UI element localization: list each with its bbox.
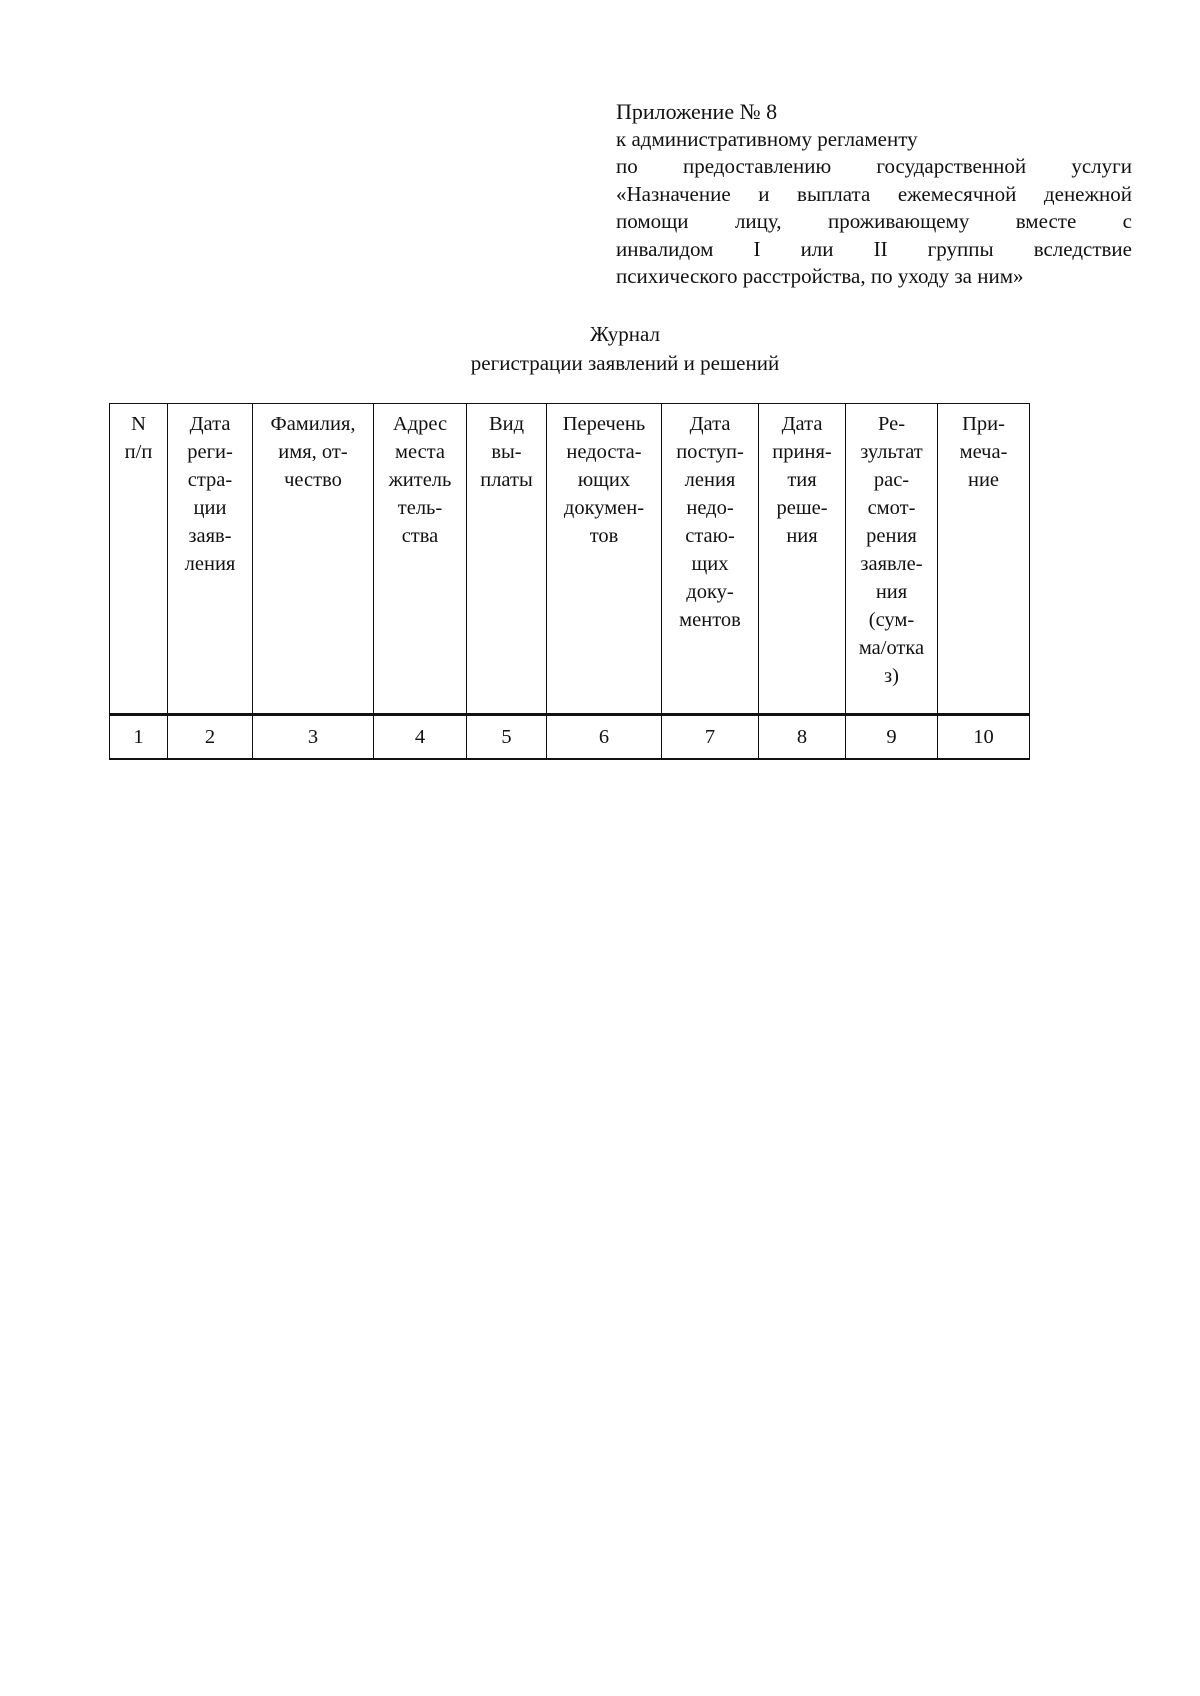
journal-title [330,320,920,378]
column-number: 3 [253,715,374,760]
header-cell-line: места [395,441,445,463]
header-cell-line: зультат [860,441,923,463]
header-cell-line: реги- [187,441,233,463]
header-cell-line: тов [589,525,619,547]
header-cell-line: N [131,413,146,435]
header-cell-line: ции [193,497,227,519]
header-cell-line: платы [480,469,533,491]
header-cell-line: ние [967,469,1000,491]
header-cell-line: Фамилия, [270,413,356,435]
header-cell-line: недоста- [566,441,642,463]
header-cell-line: житель [388,469,452,491]
appendix-service-line-1: по предоставлению государственной услуги [616,154,1132,178]
header-cell-line: Перечень [562,413,646,435]
header-cell [168,404,253,715]
header-cell-line: стра- [187,469,233,491]
header-cell-line: поступ- [676,441,744,463]
appendix-header [616,98,1132,291]
header-cell-line: чество [284,469,342,491]
header-cell-line: приня- [772,441,832,463]
header-cell-line: ния [786,525,818,547]
header-cell-line: ма/отка [858,637,925,659]
header-cell-line: Адрес [392,413,448,435]
header-cell [938,404,1030,715]
header-cell-line: Дата [189,413,231,435]
header-cell-line: ства [401,525,439,547]
header-cell-line: п/п [124,441,153,463]
appendix-service-line-5: психического расстройства, по уходу за ним» [616,264,1024,288]
header-cell-line: недо- [686,497,734,519]
header-cell-line: вы- [491,441,522,463]
column-number: 9 [846,715,938,760]
journal-title-subtitle: регистрации заявлений и решений [470,351,780,375]
header-cell-line: доку- [686,581,734,603]
header-cell [846,404,938,715]
header-cell-line: заяв- [188,525,232,547]
column-number: 1 [110,715,168,760]
header-cell-line: Дата [689,413,731,435]
header-cell-line: ления [184,553,236,575]
appendix-reference: к административному регламенту [616,126,918,151]
header-cell-line: стаю- [685,525,735,547]
header-cell-line: докумен- [563,497,645,519]
header-cell [759,404,846,715]
column-number-row [110,715,1030,760]
header-cell-line: При- [962,413,1005,435]
header-cell-line: щих [691,553,729,575]
header-cell-line: смот- [867,497,916,519]
header-cell [547,404,662,715]
column-number: 4 [374,715,467,760]
header-cell [253,404,374,715]
header-cell-line: Ре- [877,413,906,435]
header-cell-line: Вид [488,413,525,435]
appendix-service-line-3: помощи лицу, проживающему вместе с [616,209,1132,233]
header-cell-line: тель- [397,497,443,519]
column-number: 7 [662,715,759,760]
column-number: 6 [547,715,662,760]
header-cell-line: меча- [959,441,1008,463]
header-cell-line: Дата [781,413,823,435]
appendix-service-line-2: «Назначение и выплата ежемесячной денежной [616,181,1132,206]
header-cell [374,404,467,715]
header-cell-line: имя, от- [278,441,348,463]
header-cell-line: ния [875,581,908,603]
column-number: 5 [467,715,547,760]
appendix-service-line-4: инвалидом I или II группы вследствие [616,236,1132,261]
header-cell-line: заявле- [860,553,923,575]
header-cell-line: (сум- [868,609,915,631]
column-number: 10 [938,715,1030,760]
header-cell-line: ления [684,469,736,491]
header-cell-line: ментов [679,609,741,631]
column-number: 8 [759,715,846,760]
header-cell-line: тия [787,469,817,491]
registration-journal-table [109,403,1030,760]
header-cell-line: ющих [577,469,631,491]
table-header-row [110,404,1030,715]
appendix-number: Приложение № 8 [616,99,778,124]
header-cell [467,404,547,715]
header-cell-line: з) [884,665,899,687]
header-cell-line: рения [866,525,917,547]
header-cell [110,404,168,715]
header-cell-line: рас- [873,469,910,491]
header-cell-line: реше- [776,497,828,519]
column-number: 2 [168,715,253,760]
header-cell [662,404,759,715]
journal-title-main: Журнал [589,322,660,346]
